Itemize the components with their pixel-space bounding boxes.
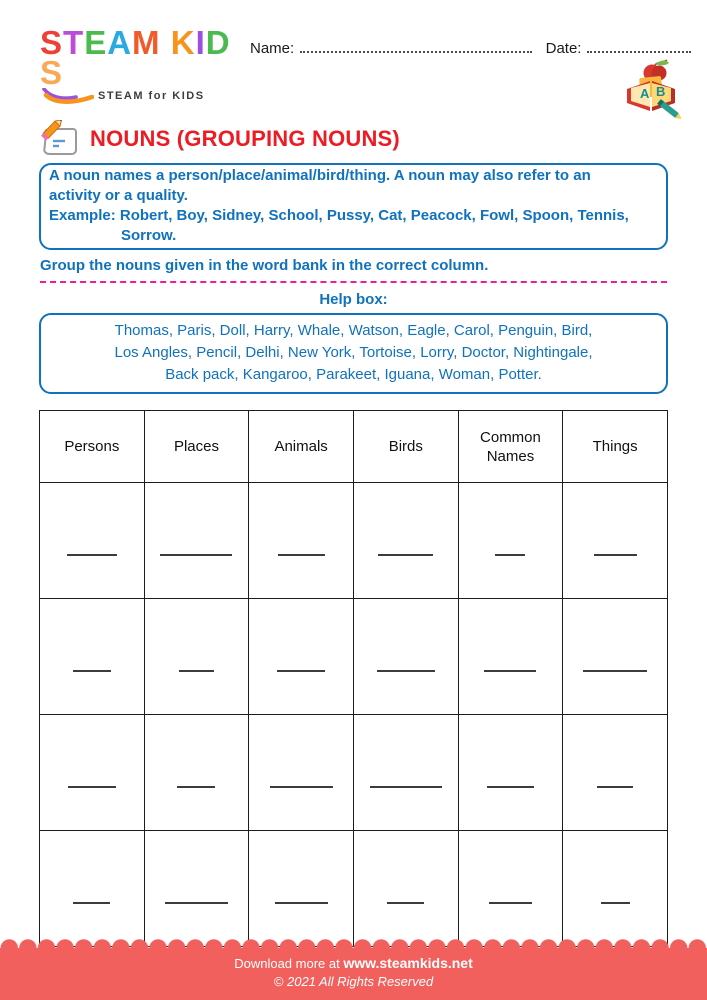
footer-scallop-edge bbox=[0, 939, 707, 948]
word-bank-line: Back pack, Kangaroo, Parakeet, Iguana, Woman, Potter. bbox=[165, 366, 542, 383]
column-header: Common Names bbox=[458, 411, 563, 483]
column-header: Things bbox=[563, 411, 668, 483]
answer-blank-line bbox=[489, 902, 532, 904]
answer-cell bbox=[144, 483, 249, 599]
answer-cell bbox=[563, 715, 668, 831]
logo-letter: T bbox=[63, 24, 85, 61]
logo-letter: K bbox=[170, 24, 196, 61]
answer-cell bbox=[40, 483, 145, 599]
answer-cell bbox=[353, 715, 458, 831]
dashed-divider bbox=[40, 281, 667, 283]
table-row bbox=[40, 599, 668, 715]
answer-cell bbox=[249, 483, 354, 599]
logo-letter: M bbox=[132, 24, 161, 61]
column-header: Animals bbox=[249, 411, 354, 483]
logo-letter: S bbox=[40, 54, 64, 91]
name-label: Name: bbox=[250, 40, 295, 57]
logo-letter: E bbox=[84, 24, 108, 61]
answer-blank-line bbox=[275, 902, 328, 904]
answer-cell bbox=[40, 831, 145, 947]
answer-blank-line bbox=[160, 554, 232, 556]
logo-swoosh-icon bbox=[42, 88, 94, 104]
answer-blank-line bbox=[495, 554, 525, 556]
answer-blank-line bbox=[67, 554, 117, 556]
page-title: NOUNS (GROUPING NOUNS) bbox=[90, 126, 400, 151]
pencil-paper-icon bbox=[40, 120, 82, 158]
example-line: Sorrow. bbox=[121, 227, 177, 244]
answer-cell bbox=[144, 715, 249, 831]
logo-letter: D bbox=[205, 24, 231, 61]
answer-blank-line bbox=[484, 670, 536, 672]
logo-letter: A bbox=[107, 24, 133, 61]
answer-blank-line bbox=[177, 786, 215, 788]
table-row bbox=[40, 715, 668, 831]
example-line: activity or a quality. bbox=[49, 187, 188, 204]
help-box-label: Help box: bbox=[319, 291, 388, 308]
title-row bbox=[40, 120, 707, 158]
answer-cell bbox=[458, 715, 563, 831]
ab-book-icon bbox=[623, 57, 681, 121]
date-label: Date: bbox=[545, 40, 582, 57]
example-line: Example: Robert, Boy, Sidney, School, Pussy, Cat, Peacock, Fowl, Spoon, Tennis, bbox=[49, 207, 629, 224]
header bbox=[0, 0, 707, 104]
table-row bbox=[40, 831, 668, 947]
answer-blank-line bbox=[594, 554, 637, 556]
answer-blank-line bbox=[277, 670, 325, 672]
logo-letter: S bbox=[40, 24, 64, 61]
answer-cell bbox=[353, 483, 458, 599]
answer-blank-line bbox=[73, 902, 110, 904]
answer-blank-line bbox=[73, 670, 111, 672]
answer-blank-line bbox=[601, 902, 630, 904]
footer-copyright: © 2021 All Rights Reserved bbox=[273, 974, 434, 989]
answer-cell bbox=[40, 599, 145, 715]
answer-cell bbox=[353, 831, 458, 947]
answer-cell bbox=[144, 599, 249, 715]
answer-cell bbox=[458, 483, 563, 599]
logo-subline bbox=[40, 88, 250, 104]
answer-blank-line bbox=[387, 902, 424, 904]
grouping-table bbox=[39, 410, 668, 947]
footer-body bbox=[0, 948, 707, 1000]
answer-cell bbox=[458, 599, 563, 715]
logo-tagline: STEAM for KIDS bbox=[98, 90, 205, 102]
answer-cell bbox=[563, 599, 668, 715]
answer-blank-line bbox=[179, 670, 214, 672]
column-header: Persons bbox=[40, 411, 145, 483]
column-header: Birds bbox=[353, 411, 458, 483]
answer-cell bbox=[563, 483, 668, 599]
name-blank-line bbox=[300, 40, 531, 53]
table-row bbox=[40, 483, 668, 599]
definition-example-box bbox=[39, 163, 668, 250]
answer-blank-line bbox=[370, 786, 442, 788]
svg-text:A: A bbox=[640, 86, 650, 101]
answer-blank-line bbox=[583, 670, 647, 672]
answer-blank-line bbox=[278, 554, 325, 556]
word-bank-box bbox=[39, 313, 668, 394]
steam-kids-logo bbox=[40, 24, 250, 104]
answer-blank-line bbox=[597, 786, 633, 788]
logo-letter: I bbox=[195, 24, 206, 61]
answer-cell bbox=[40, 715, 145, 831]
logo-wordmark bbox=[40, 24, 250, 91]
answer-blank-line bbox=[165, 902, 228, 904]
answer-blank-line bbox=[377, 670, 435, 672]
footer-download-line bbox=[0, 955, 707, 971]
answer-blank-line bbox=[270, 786, 333, 788]
answer-cell bbox=[249, 831, 354, 947]
answer-cell bbox=[563, 831, 668, 947]
footer-download-text: Download more at bbox=[234, 956, 344, 971]
answer-blank-line bbox=[487, 786, 534, 788]
column-header: Places bbox=[144, 411, 249, 483]
table-header-row bbox=[40, 411, 668, 483]
instruction-text: Group the nouns given in the word bank in the correct column. bbox=[40, 257, 489, 274]
footer-site-link[interactable]: www.steamkids.net bbox=[343, 955, 473, 971]
logo-letter bbox=[161, 28, 171, 58]
answer-blank-line bbox=[68, 786, 116, 788]
name-date-row bbox=[250, 40, 693, 57]
answer-cell bbox=[144, 831, 249, 947]
answer-blank-line bbox=[378, 554, 433, 556]
example-line: A noun names a person/place/animal/bird/thing. A noun may also refer to an bbox=[49, 167, 591, 184]
svg-text:B: B bbox=[656, 84, 666, 99]
answer-cell bbox=[458, 831, 563, 947]
word-bank-line: Los Angles, Pencil, Delhi, New York, Tortoise, Lorry, Doctor, Nightingale, bbox=[114, 344, 593, 361]
date-blank-line bbox=[587, 40, 691, 53]
footer bbox=[0, 939, 707, 1000]
answer-cell bbox=[353, 599, 458, 715]
word-bank-line: Thomas, Paris, Doll, Harry, Whale, Watson, Eagle, Carol, Penguin, Bird, bbox=[114, 322, 593, 339]
answer-cell bbox=[249, 599, 354, 715]
answer-cell bbox=[249, 715, 354, 831]
